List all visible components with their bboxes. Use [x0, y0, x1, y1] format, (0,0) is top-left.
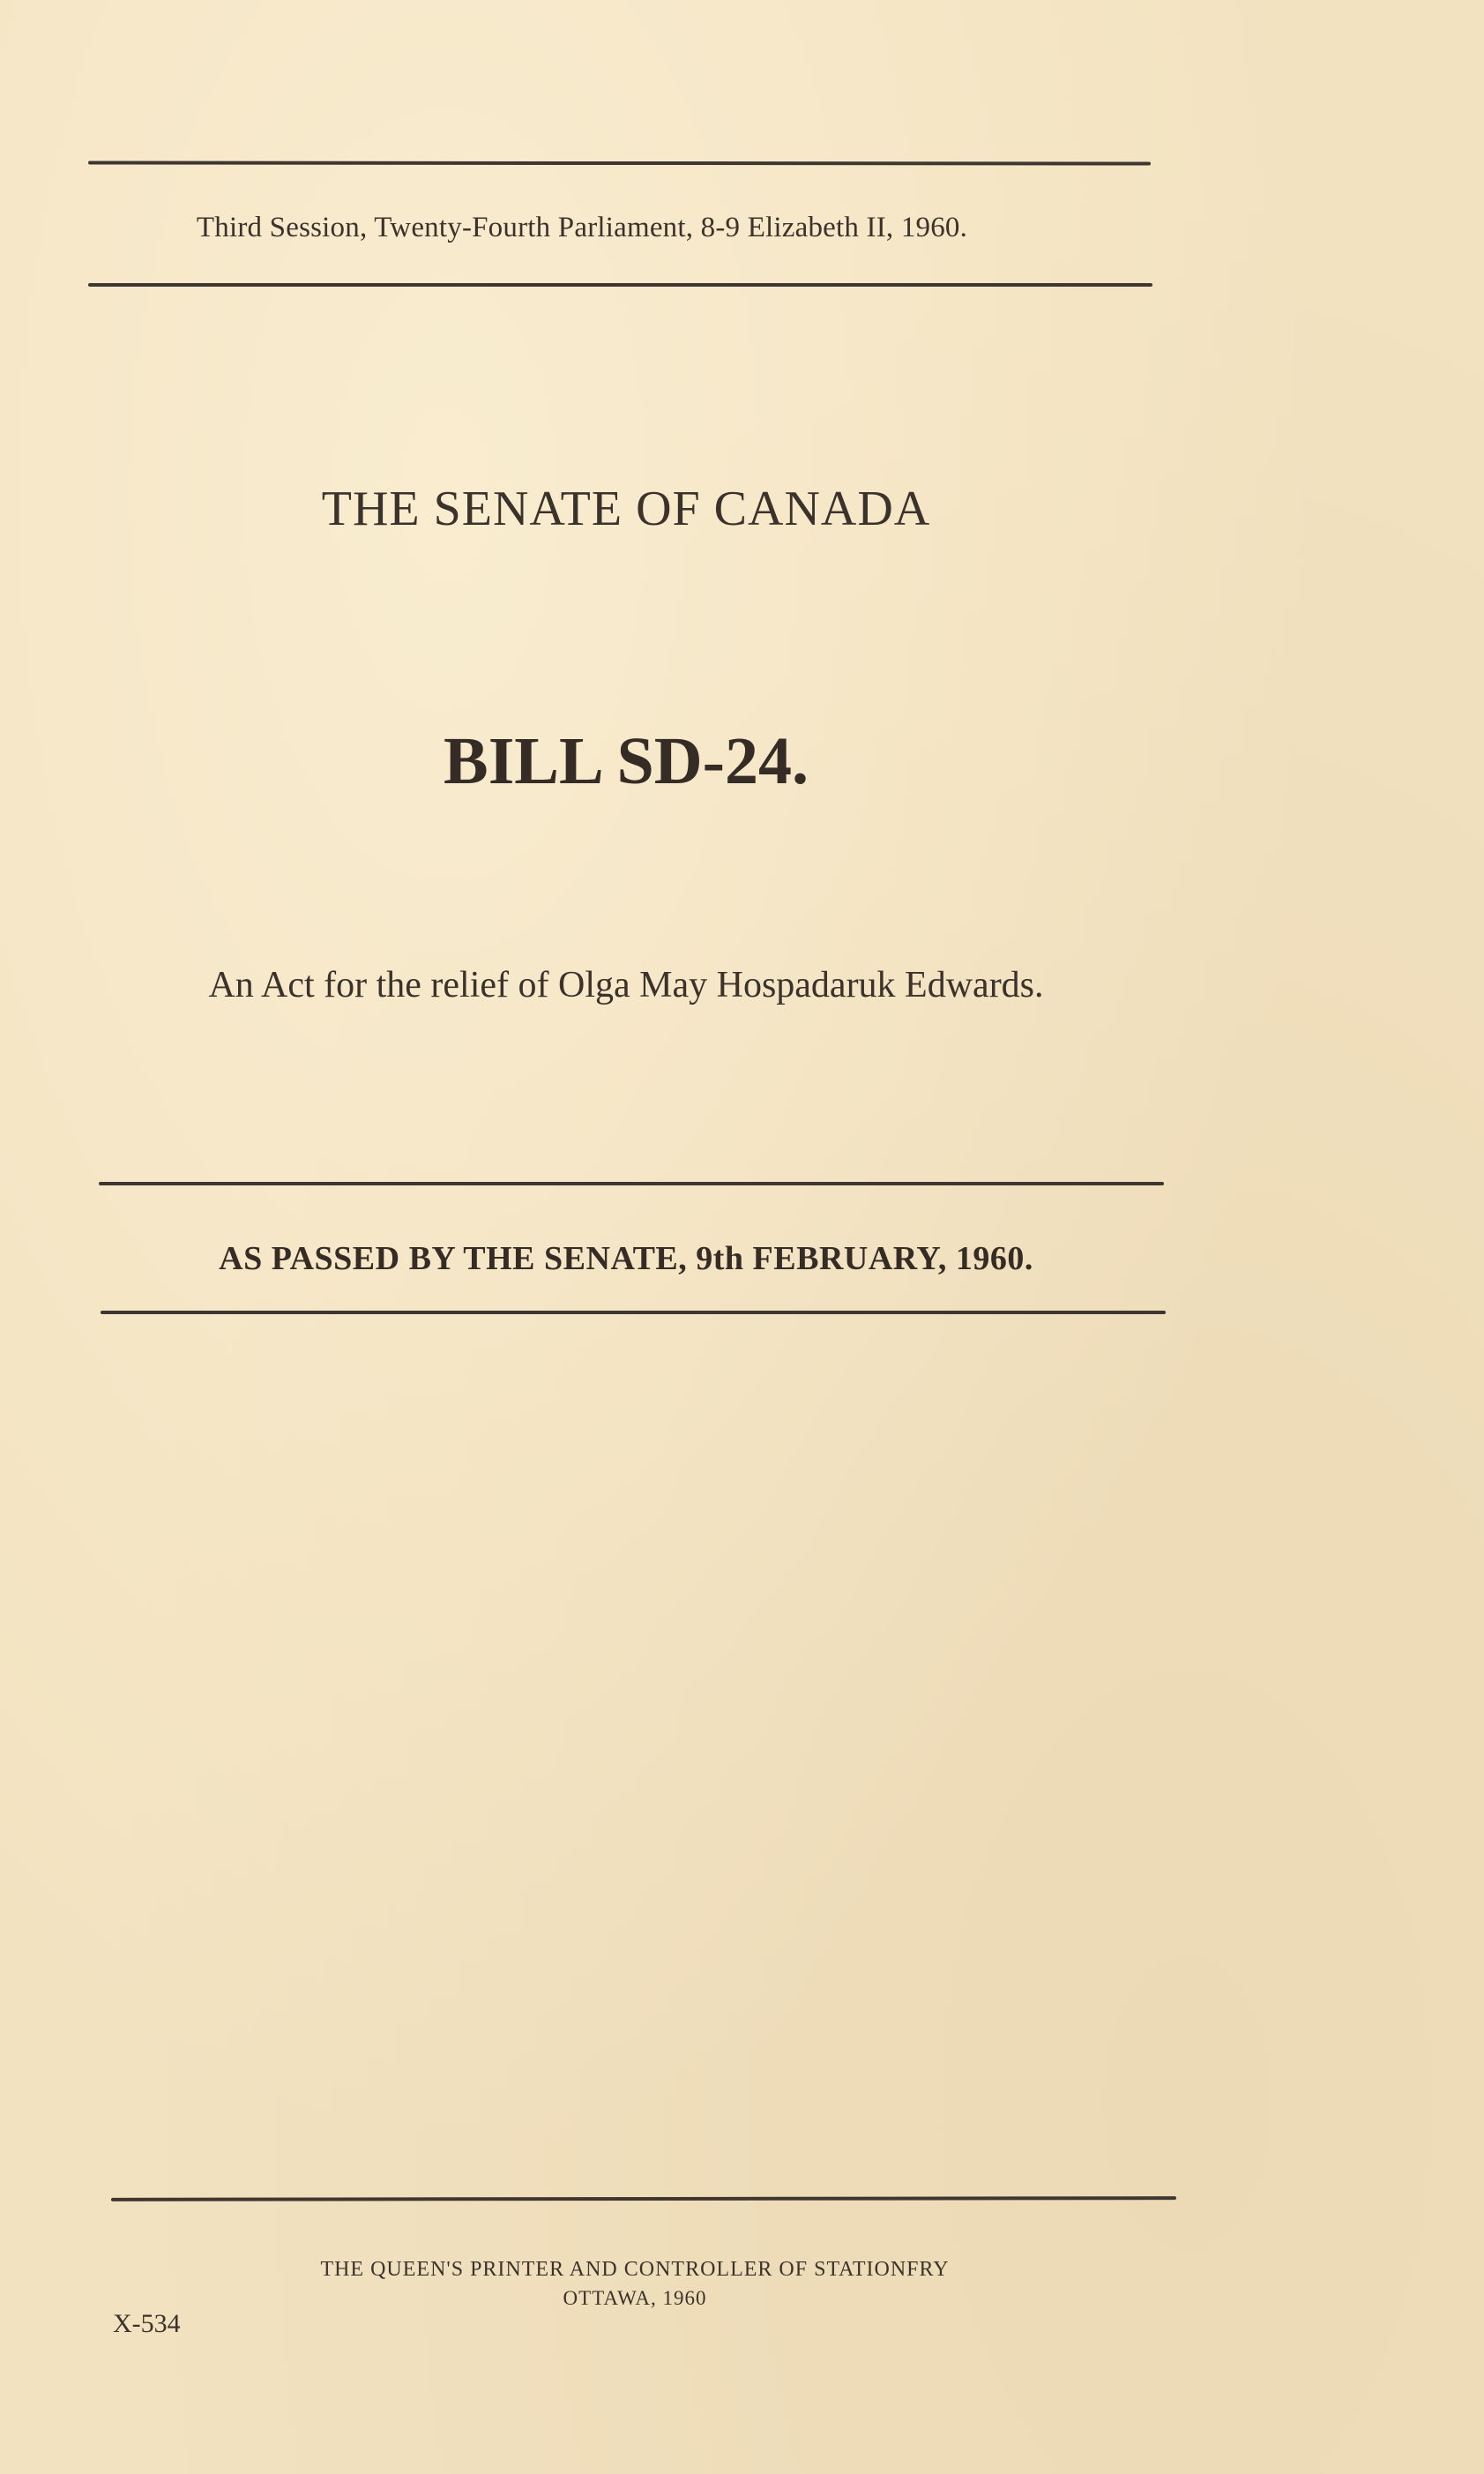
chamber-title: THE SENATE OF CANADA — [321, 482, 931, 536]
session-underline-rule — [88, 283, 1152, 287]
bill-number: BILL SD-24. — [444, 724, 809, 798]
passed-bottom-rule — [101, 1311, 1166, 1314]
act-title: An Act for the relief of Olga May Hospadaruk Edwards. — [208, 965, 1044, 1005]
printer-city: OTTAWA, 1960 — [563, 2287, 707, 2309]
session-line: Third Session, Twenty-Fourth Parliament, 8-9 Elizabeth II, 1960. — [196, 212, 968, 243]
footer-rule — [111, 2196, 1176, 2201]
passed-status: AS PASSED BY THE SENATE, 9th FEBRUARY, 1960. — [219, 1240, 1033, 1277]
passed-top-rule — [99, 1182, 1164, 1185]
printer-line: THE QUEEN'S PRINTER AND CONTROLLER OF STATIONFRY — [320, 2258, 950, 2281]
top-rule — [88, 161, 1151, 165]
document-code: X-534 — [113, 2309, 181, 2338]
